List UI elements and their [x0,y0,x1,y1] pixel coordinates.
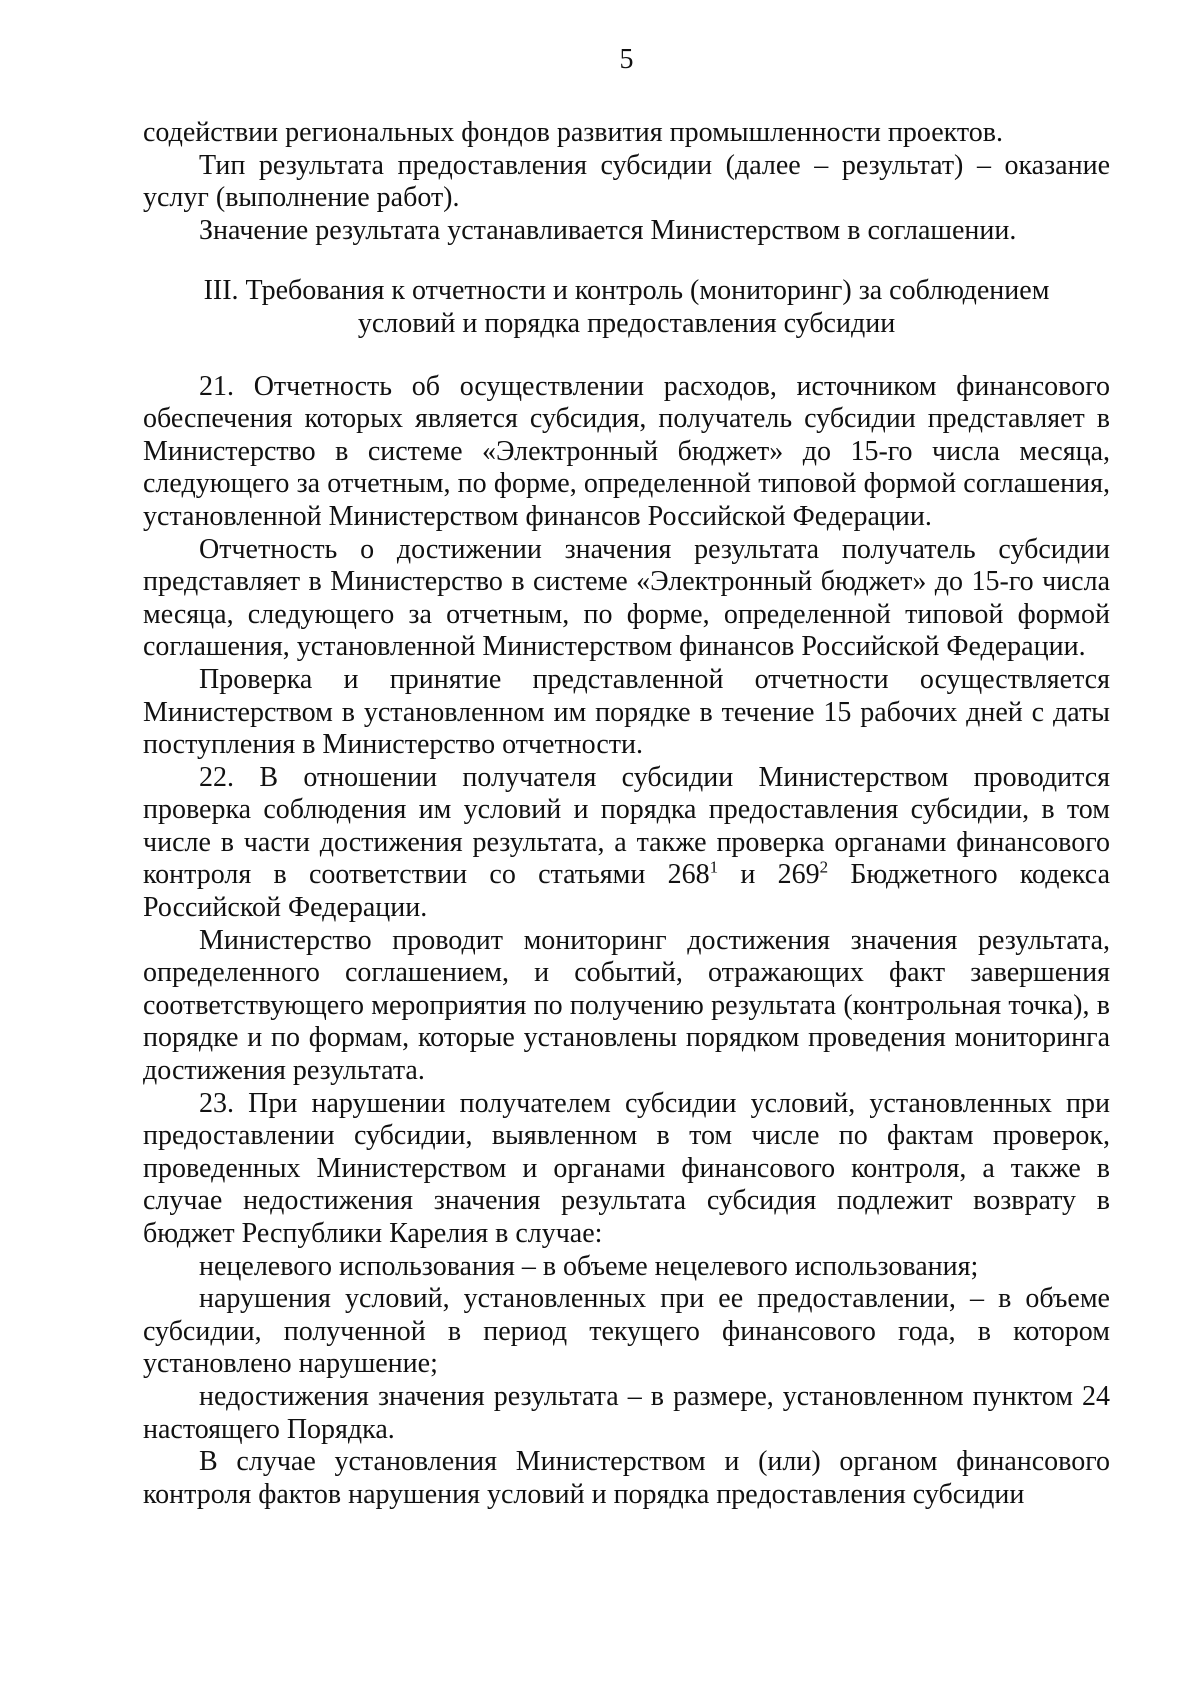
paragraph-continuation: содействии региональных фондов развития промышленности проектов. [143,117,1003,148]
paragraph-result-type: Тип результата предоставления субсидии (далее – результат) – оказание услуг (выполнение работ). [143,149,1110,214]
superscript-1: 1 [709,858,719,878]
section-heading-line-2: условий и порядка предоставления субсидии [357,307,896,339]
paragraph-22-text-b: и 269 [718,859,820,891]
paragraph-misuse: нецелевого использования – в объеме нецелевого использования; [199,1250,979,1282]
page-number: 5 [619,44,634,75]
superscript-2: 2 [819,858,829,878]
paragraph-22-text-c: Бюджетного кодекса Российской Федерации. [143,859,1110,924]
section-heading [143,275,1110,340]
paragraph-21: 21. Отчетность об осуществлении расходов, источником финансового обеспечения которых является субсидия, получатель субсидии представляет в Министерство в системе «Электронный бюджет» до 15-го числа месяца, следующего за отчетным, по форме, определенной типовой формой соглашения, установленной Министерством финансов Российской Федерации. [143,370,1110,532]
paragraph-report-check: Проверка и принятие представленной отчетности осуществляется Министерством в установленном им порядке в течение 15 рабочих дней с даты поступления в Министерство отчетности. [143,663,1110,761]
paragraph-result-reporting: Отчетность о достижении значения результата получатель субсидии представляет в Министерство в системе «Электронный бюджет» до 15-го числа месяца, следующего за отчетным, по форме, определенной типовой формой соглашения, установленной Министерством финансов Российской Федерации. [143,533,1110,663]
paragraph-23: 23. При нарушении получателем субсидии условий, установленных при предоставлении субсидии, выявленном в том числе по фактам проверок, проведенных Министерством и органами финансового контроля, а также в случае недостижения значения результата субсидия подлежит возврату в бюджет Республики Карелия в случае: [143,1087,1110,1249]
document-body [143,117,1110,1511]
paragraph-monitoring: Министерство проводит мониторинг достижения значения результата, определенного соглашением, и событий, отражающих факт завершения соответствующего мероприятия по получению результата (контрольная точка), в порядке и по формам, которые установлены порядком проведения мониторинга достижения результата. [143,924,1110,1087]
paragraph-violation: нарушения условий, установленных при ее предоставлении, – в объеме субсидии, полученной в период текущего финансового года, в котором установлено нарушение; [143,1283,1110,1380]
paragraph-22 [143,762,1110,925]
paragraph-last: В случае установления Министерством и (или) органом финансового контроля фактов нарушения условий и порядка предоставления субсидии [143,1446,1110,1510]
paragraph-non-achievement: недостижения значения результата – в размере, установленном пунктом 24 настоящего Порядка. [143,1380,1110,1445]
section-heading-line-1: III. Требования к отчетности и контроль (мониторинг) за соблюдением [203,275,1050,307]
paragraph-result-value: Значение результата устанавливается Министерством в соглашении. [199,214,1017,246]
paragraph-22-text-a: 22. В отношении получателя субсидии Министерством проводится проверка соблюдения им условий и порядка предоставления субсидии, в том числе в части достижения результата, а также проверка органами финансового контроля в соответствии со статьями 268 [143,761,1110,891]
